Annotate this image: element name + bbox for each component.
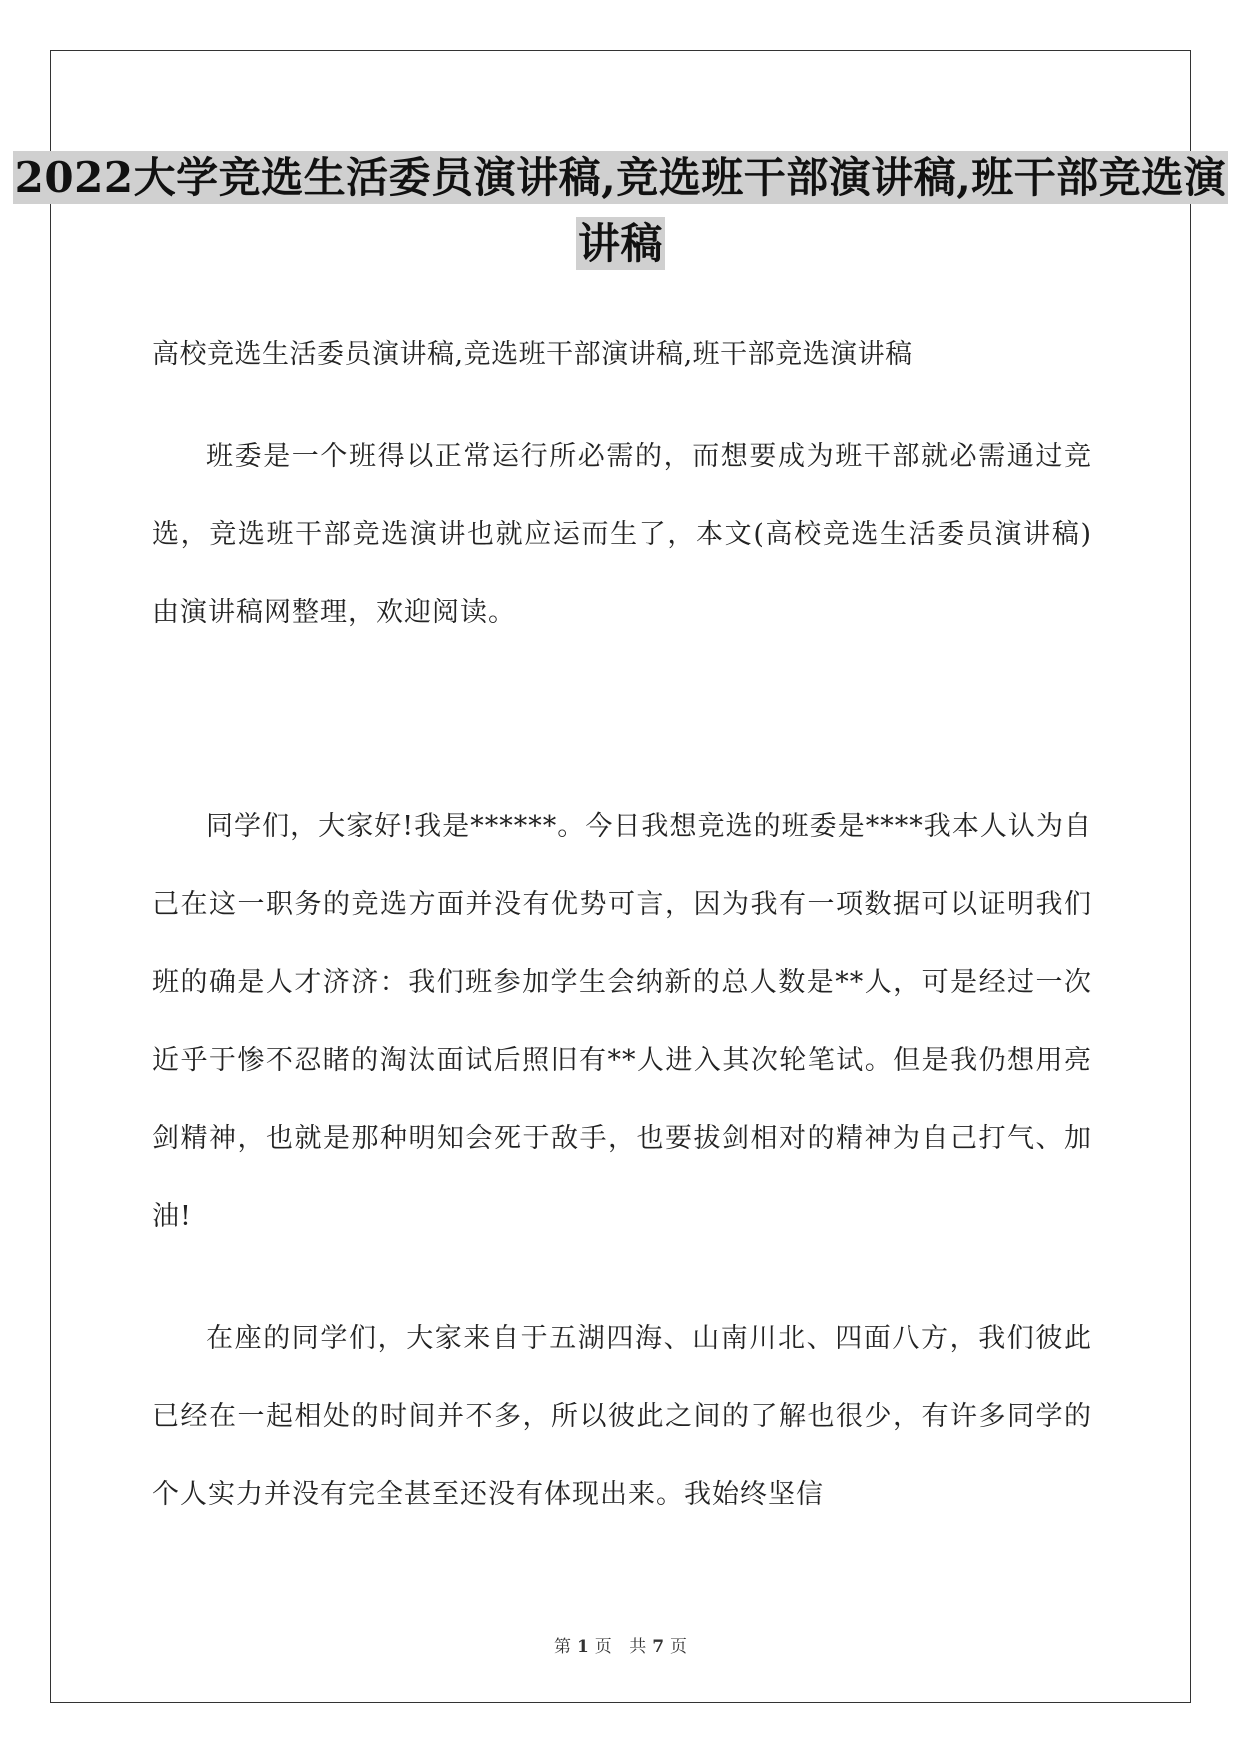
page-total <box>626 1637 690 1657</box>
document-title-text: 2022大学竞选生活委员演讲稿,竞选班干部演讲稿,班干部竞选演讲稿 <box>14 153 1227 268</box>
page-number <box>551 1637 615 1657</box>
page-suffix: 页 <box>594 1637 612 1657</box>
total-prefix: 共 <box>629 1637 647 1657</box>
document-title <box>0 145 1241 277</box>
total-count: 7 <box>652 1637 665 1657</box>
paragraph-intro: 班委是一个班得以正常运行所必需的，而想要成为班干部就必需通过竞选，竞选班干部竞选演讲也就应运而生了，本文(高校竞选生活委员演讲稿)由演讲稿网整理，欢迎阅读。 <box>152 441 1092 628</box>
page-footer <box>0 1632 1241 1657</box>
paragraph-classmates: 在座的同学们，大家来自于五湖四海、山南川北、四面八方，我们彼此已经在一起相处的时间并不多，所以彼此之间的了解也很少，有许多同学的个人实力并没有完全甚至还没有体现出来。我始终坚信 <box>152 1323 1092 1510</box>
document-subtitle: 高校竞选生活委员演讲稿,竞选班干部演讲稿,班干部竞选演讲稿 <box>152 339 913 370</box>
paragraph-greeting: 同学们，大家好!我是******。今日我想竞选的班委是****我本人认为自己在这一职务的竞选方面并没有优势可言，因为我有一项数据可以证明我们班的确是人才济济：我们班参加学生会纳新的总人数是**人，可是经过一次近乎于惨不忍睹的淘汰面试后照旧有**人进入其次轮笔试。但是我仍想用亮剑精神，也就是那种明知会死于敌手，也要拔剑相对的精神为自己打气、加油! <box>152 811 1092 1232</box>
total-suffix: 页 <box>670 1637 688 1657</box>
page-current: 1 <box>576 1637 589 1657</box>
page-prefix: 第 <box>553 1637 571 1657</box>
